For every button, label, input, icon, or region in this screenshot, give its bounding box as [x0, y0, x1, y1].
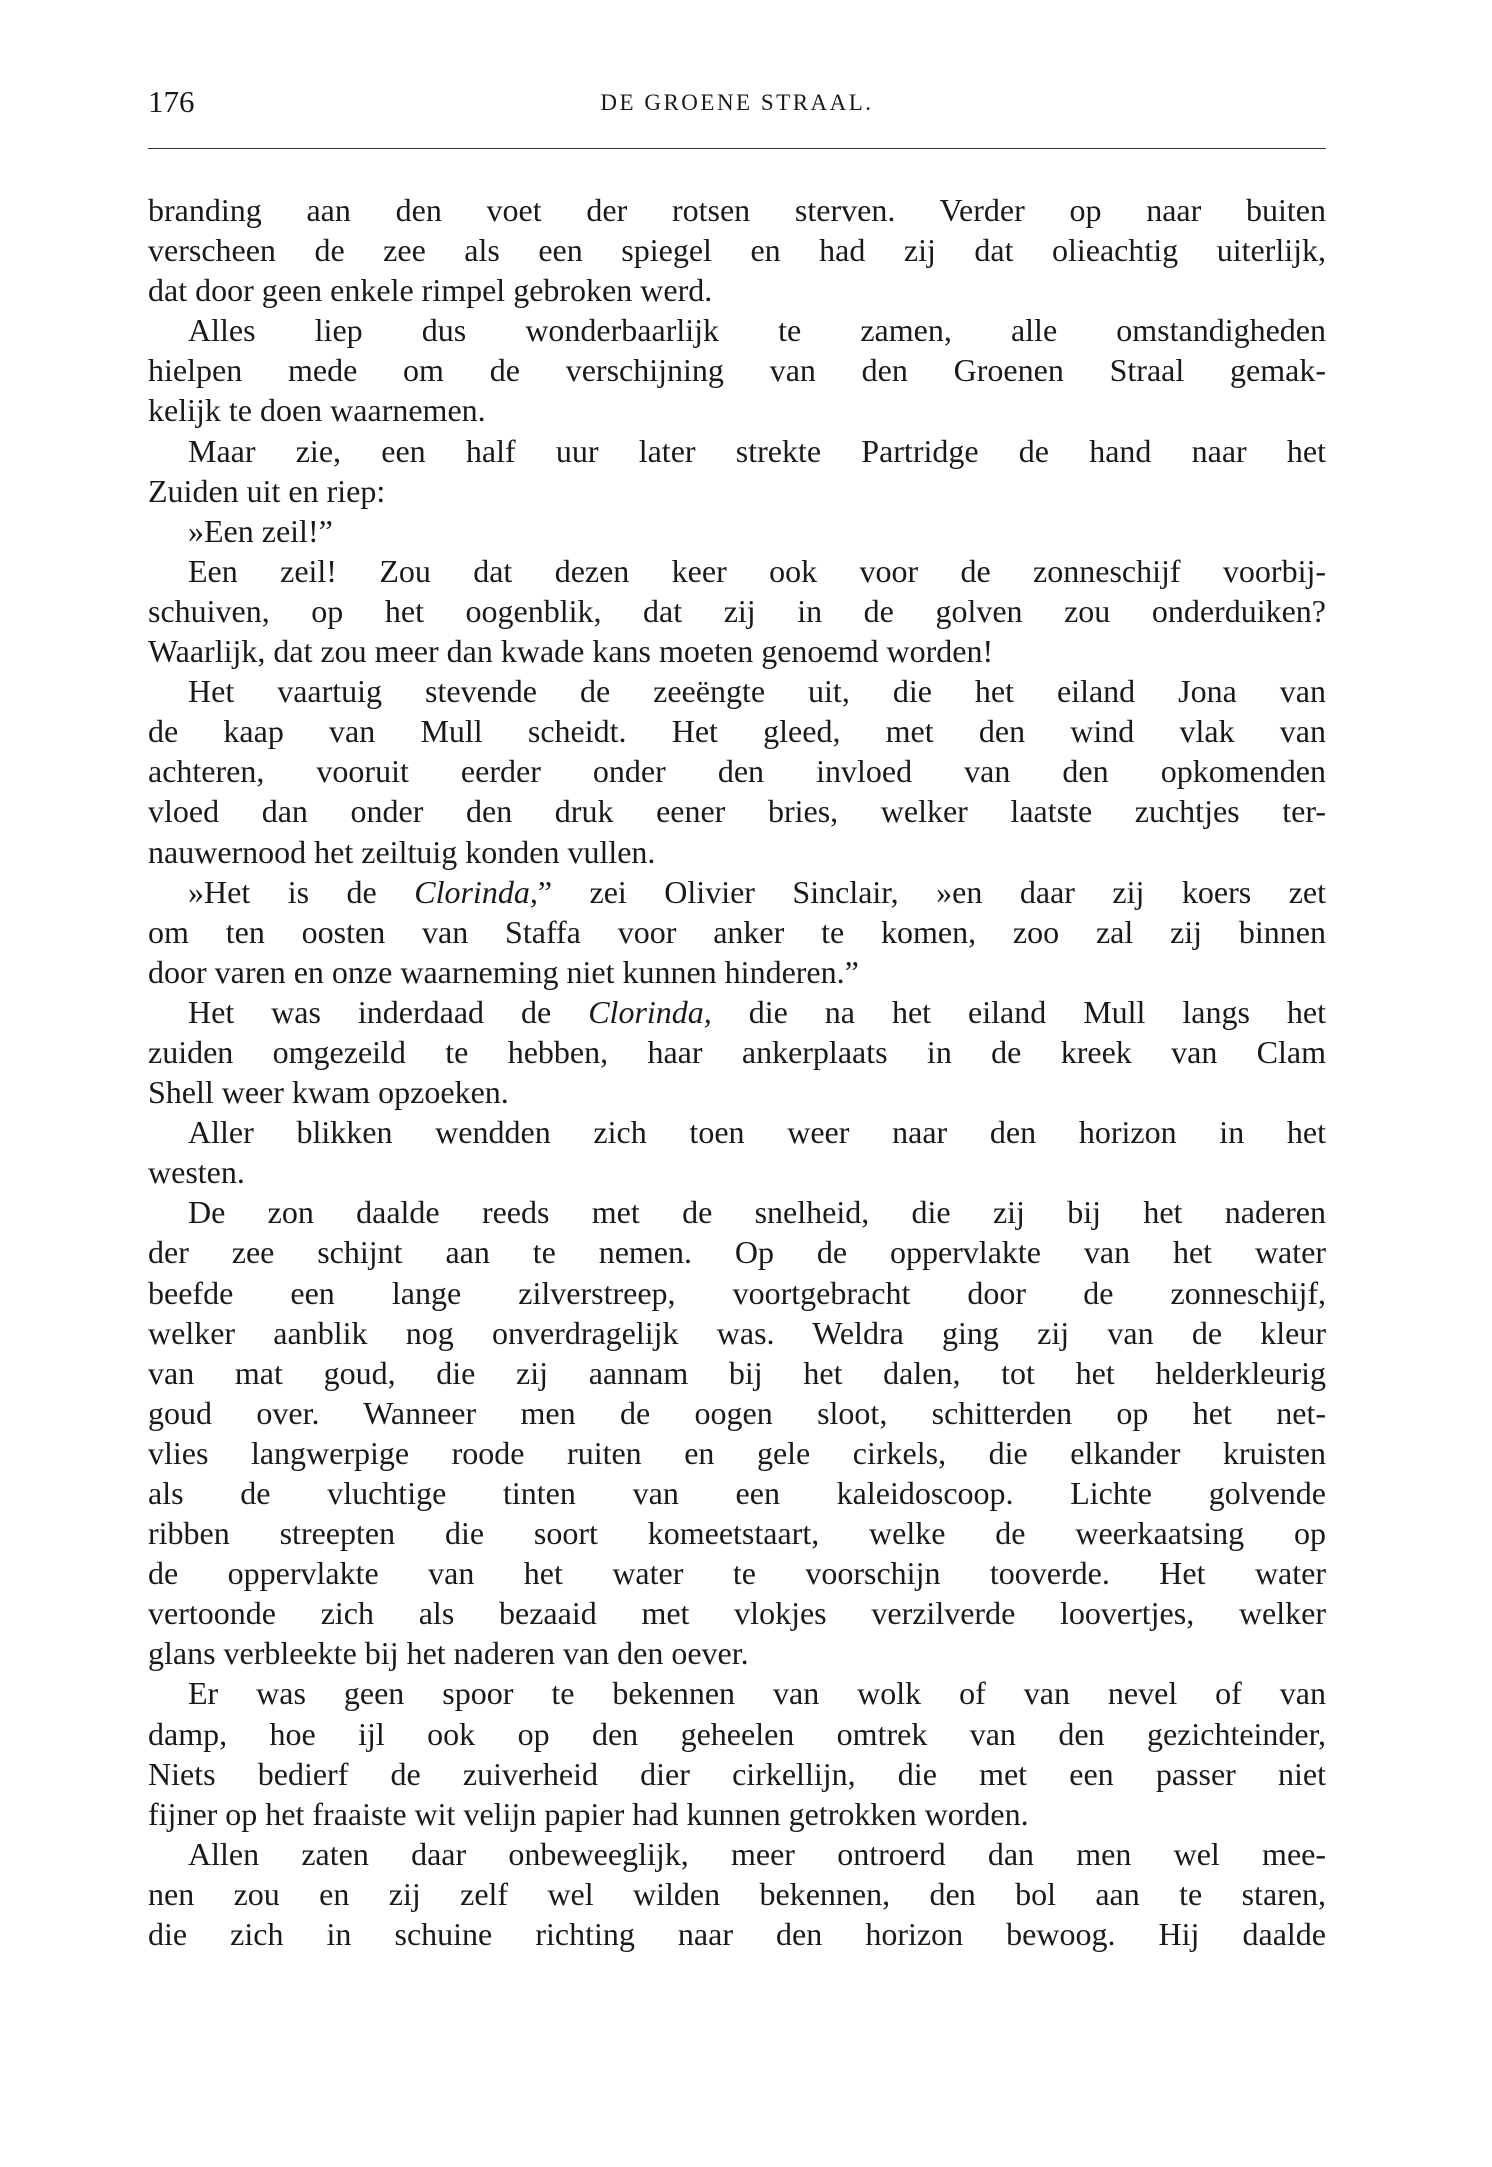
italic-ship-name: Clorinda,: [588, 993, 712, 1030]
text-line: [148, 1633, 1326, 1673]
line-text: van mat goud, die zij aannam bij het dalen, tot het helderkleurig: [148, 1354, 1326, 1391]
line-text: kelijk te doen waarnemen.: [148, 392, 486, 429]
line-text: ribben streepten die soort komeetstaart, welke de weerkaatsing op: [148, 1515, 1326, 1552]
line-text: Waarlijk, dat zou meer dan kwade kans moeten genoemd worden!: [148, 633, 994, 670]
line-text: De zon daalde reeds met de snelheid, die zij bij het naderen: [188, 1194, 1326, 1231]
text-line: [148, 390, 1326, 430]
text-line: [148, 1313, 1326, 1353]
line-text: vloed dan onder den druk eener bries, welker laatste zuchtjes ter-: [148, 793, 1326, 830]
text-line: [148, 551, 1326, 591]
line-text: beefde een lange zilverstreep, voortgebracht door de zonneschijf,: [148, 1274, 1326, 1311]
text-line: [148, 1593, 1326, 1633]
line-text: glans verbleekte bij het naderen van den oever.: [148, 1635, 749, 1672]
text-line: [148, 1513, 1326, 1553]
line-text: vlies langwerpige roode ruiten en gele cirkels, die elkander kruisten: [148, 1434, 1326, 1471]
text-line: [148, 1754, 1326, 1794]
text-line: [148, 1393, 1326, 1433]
line-text: de oppervlakte van het water te voorschijn tooverde. Het water: [148, 1555, 1326, 1592]
line-text: dat door geen enkele rimpel gebroken werd.: [148, 272, 713, 309]
line-text: damp, hoe ijl ook op den geheelen omtrek van den gezichteinder,: [148, 1715, 1326, 1752]
text-line: [148, 1914, 1326, 1954]
line-text: Het was inderdaad de: [188, 993, 589, 1030]
page-number: 176: [148, 84, 195, 119]
line-text: Allen zaten daar onbeweeglijk, meer ontroerd dan men wel mee-: [188, 1835, 1326, 1872]
text-line: [148, 431, 1326, 471]
text-line: [148, 471, 1326, 511]
line-text: achteren, vooruit eerder onder den invloed van den opkomenden: [148, 753, 1326, 790]
text-line: [148, 1192, 1326, 1232]
line-text: als de vluchtige tinten van een kaleidoscoop. Lichte golvende: [148, 1475, 1326, 1511]
text-line: [148, 310, 1326, 350]
text-line: [148, 751, 1326, 791]
text-line: [148, 671, 1326, 711]
text-line: [148, 791, 1326, 831]
line-text: Er was geen spoor te bekennen van wolk of van nevel of van: [188, 1675, 1326, 1712]
line-text: der zee schijnt aan te nemen. Op de oppervlakte van het water: [148, 1234, 1326, 1271]
text-line: [148, 511, 1326, 551]
line-text: hielpen mede om de verschijning van den Groenen Straal gemak-: [148, 352, 1326, 389]
text-line: [148, 1673, 1326, 1713]
line-text: Het vaartuig stevende de zeeëngte uit, die het eiland Jona van: [188, 673, 1326, 710]
line-text: die na het eiland Mull langs het: [711, 993, 1327, 1030]
text-line: [148, 1152, 1326, 1192]
text-line: [148, 230, 1326, 270]
line-text: Alles liep dus wonderbaarlijk te zamen, alle omstandigheden: [188, 312, 1326, 349]
line-text: »Het is de: [188, 873, 415, 910]
text-line: [148, 832, 1326, 872]
line-text: om ten oosten van Staffa voor anker te komen, zoo zal zij binnen: [148, 913, 1326, 950]
line-text: branding aan den voet der rotsen sterven. Verder op naar buiten: [148, 192, 1326, 228]
line-text: nen zou en zij zelf wel wilden bekennen, den bol aan te staren,: [148, 1875, 1326, 1912]
text-line: [148, 1232, 1326, 1272]
line-text: Zuiden uit en riep:: [148, 472, 386, 509]
line-text: nauwernood het zeiltuig konden vullen.: [148, 833, 656, 870]
line-text: Een zeil! Zou dat dezen keer ook voor de zonneschijf voorbij-: [188, 552, 1326, 589]
line-text: vertoonde zich als bezaaid met vlokjes verzilverde loovertjes, welker: [148, 1595, 1326, 1632]
text-line: [148, 992, 1326, 1032]
text-line: [148, 1032, 1326, 1072]
text-line: [148, 1834, 1326, 1874]
line-text: Shell weer kwam opzoeken.: [148, 1074, 509, 1111]
italic-ship-name: Clorinda,: [414, 873, 538, 910]
line-text: de kaap van Mull scheidt. Het gleed, met den wind vlak van: [148, 713, 1326, 750]
text-line: [148, 1553, 1326, 1593]
line-text: schuiven, op het oogenblik, dat zij in de golven zou onderduiken?: [148, 592, 1326, 629]
header-rule: [148, 148, 1326, 149]
text-line: [148, 1433, 1326, 1473]
line-text: zuiden omgezeild te hebben, haar ankerplaats in de kreek van Clam: [148, 1033, 1326, 1070]
line-text: verscheen de zee als een spiegel en had zij dat olieachtig uiterlijk,: [148, 232, 1326, 269]
text-line: [148, 912, 1326, 952]
text-line: [148, 1112, 1326, 1152]
line-text: welker aanblik nog onverdragelijk was. Weldra ging zij van de kleur: [148, 1314, 1326, 1351]
text-line: [148, 1473, 1326, 1513]
line-text: ” zei Olivier Sinclair, »en daar zij koers zet: [537, 873, 1327, 910]
text-line: [148, 1794, 1326, 1834]
text-line: [148, 872, 1326, 912]
line-text: die zich in schuine richting naar den horizon bewoog. Hij daalde: [148, 1916, 1326, 1953]
text-line: [148, 1273, 1326, 1313]
text-line: [148, 1072, 1326, 1112]
line-text: goud over. Wanneer men de oogen sloot, schitterden op het net-: [148, 1394, 1326, 1431]
running-title: DE GROENE STRAAL.: [600, 90, 874, 115]
text-line: [148, 190, 1326, 230]
line-text: »Een zeil!”: [188, 512, 333, 549]
text-line: [148, 631, 1326, 671]
line-text: Aller blikken wendden zich toen weer naar den horizon in het: [188, 1114, 1326, 1151]
body-text: [148, 190, 1326, 1954]
line-text: door varen en onze waarneming niet kunnen hinderen.”: [148, 953, 859, 990]
text-line: [148, 1353, 1326, 1393]
line-text: Maar zie, een half uur later strekte Partridge de hand naar het: [188, 432, 1326, 469]
text-line: [148, 1714, 1326, 1754]
text-line: [148, 952, 1326, 992]
text-line: [148, 350, 1326, 390]
line-text: westen.: [148, 1154, 245, 1191]
text-line: [148, 1874, 1326, 1914]
line-text: Niets bedierf de zuiverheid dier cirkellijn, die met een passer niet: [148, 1755, 1326, 1792]
text-line: [148, 591, 1326, 631]
text-line: [148, 711, 1326, 751]
line-text: fijner op het fraaiste wit velijn papier had kunnen getrokken worden.: [148, 1795, 1029, 1832]
text-line: [148, 270, 1326, 310]
